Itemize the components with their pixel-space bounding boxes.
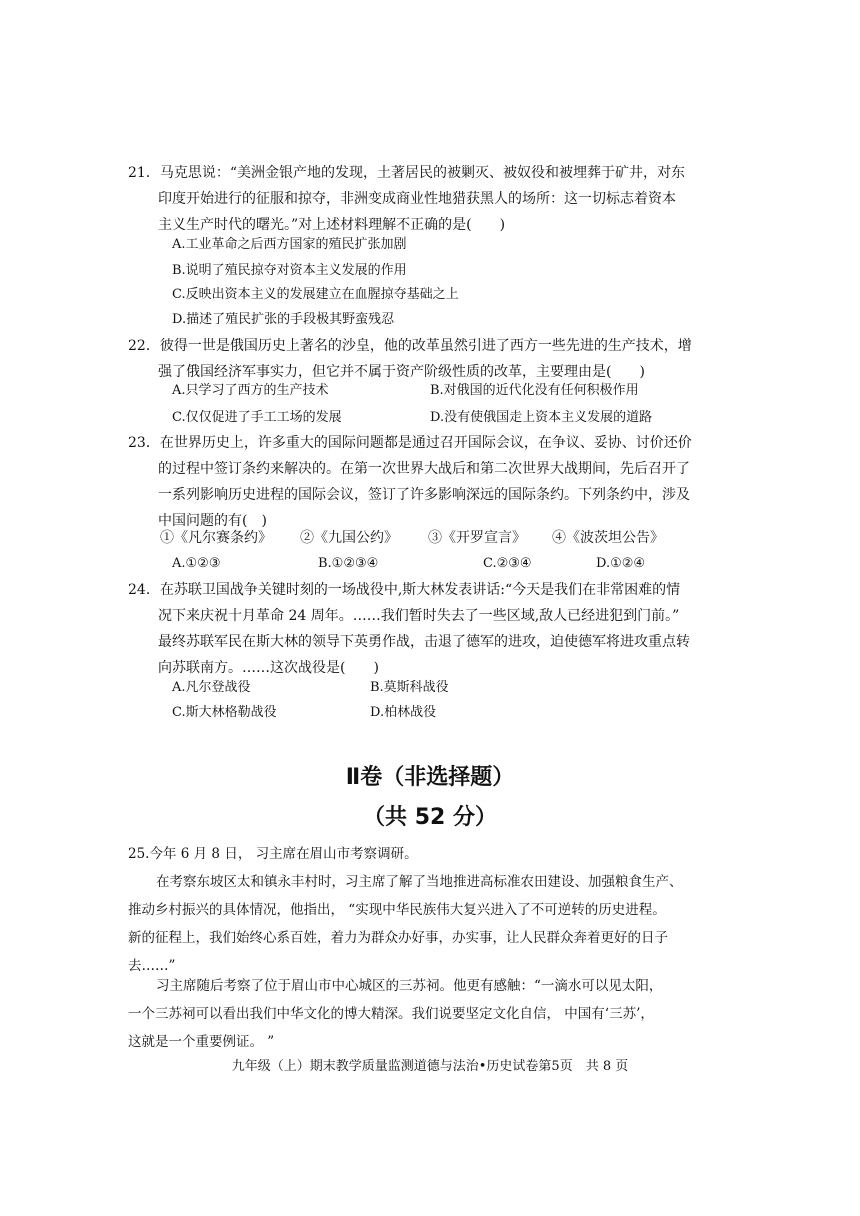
q24-option-d: D.柏林战役 <box>370 705 437 720</box>
question-23-line: 的过程中签订条约来解决的。在第一次世界大战后和第二次世界大战期间，先后召开了 <box>158 461 690 477</box>
q23-option-b: B.①②③④ <box>318 556 379 571</box>
q24-option-b: B.莫斯科战役 <box>370 680 449 695</box>
q24-option-a: A.凡尔登战役 <box>172 680 251 695</box>
q23-option-a: A.①②③ <box>172 556 221 571</box>
q22-option-d: D.没有使俄国走上资本主义发展的道路 <box>430 410 653 425</box>
q22-option-b: B.对俄国的近代化没有任何积极作用 <box>430 383 639 398</box>
q23-option-d: D.①②④ <box>596 556 646 571</box>
question-24 <box>128 577 748 681</box>
question-23-line: 中国问题的有( ) <box>158 513 267 529</box>
paragraph-line: 新的征程上，我们始终心系百姓，着力为群众办好事，办实事，让人民群众奔着更好的日子 <box>128 930 668 946</box>
question-23-line: 一系列影响历史进程的国际会议，签订了许多影响深远的国际条约。下列条约中，涉及 <box>158 487 690 503</box>
question-25-paragraph-1 <box>128 868 740 980</box>
paragraph-line: 这就是一个重要例证。 ” <box>128 1034 275 1050</box>
section-subtitle: （共 52 分） <box>363 805 497 830</box>
paragraph-line: 在考察东坡区太和镇永丰村时，习主席了解了当地推进高标准农田建设、加强粮食生产、 <box>156 874 683 890</box>
question-24-line: 最终苏联军民在斯大林的领导下英勇作战，击退了德军的进攻，迫使德军将进攻重点转 <box>158 634 690 650</box>
section-title: Ⅱ卷（非选择题） <box>345 765 515 790</box>
paragraph-line: 习主席随后考察了位于眉山市中心城区的三苏祠。他更有感触：“一滴水可以见太阳， <box>156 978 663 994</box>
question-21-line: 印度开始进行的征服和掠夺，非洲变成商业性地猎获黑人的场所：这一切标志着资本 <box>158 191 676 207</box>
q21-option-d: D.描述了殖民扩张的手段极其野蛮残忍 <box>172 312 395 327</box>
question-23 <box>128 430 748 534</box>
paragraph-line: 推动乡村振兴的具体情况，他指出， “实现中华民族伟大复兴进入了不可逆转的历史进程。 <box>128 902 666 918</box>
paragraph-line: 去……” <box>128 958 176 974</box>
q23-option-c: C.②③④ <box>483 556 532 571</box>
q21-option-b: B.说明了殖民掠夺对资本主义发展的作用 <box>172 263 407 278</box>
q23-item-1: ①《凡尔赛条约》 <box>160 530 272 546</box>
question-22-line: 强了俄国经济军事实力，但它并不属于资产阶级性质的改革，主要理由是( ) <box>158 364 645 380</box>
question-22-line: 22．彼得一世是俄国历史上著名的沙皇，他的改革虽然引进了西方一些先进的生产技术，增 <box>128 338 692 354</box>
question-25-lead-text: 25.今年 6 月 8 日， 习主席在眉山市考察调研。 <box>128 846 418 862</box>
question-21-line: 21．马克思说：“美洲金银产地的发现，土著居民的被剿灭、被奴役和被埋葬于矿井，对东 <box>128 165 685 181</box>
question-22 <box>128 333 748 385</box>
q22-option-a: A.只学习了西方的生产技术 <box>172 383 329 398</box>
q23-item-3: ③《开罗宣言》 <box>428 530 526 546</box>
page-footer: 九年级（上）期末教学质量监测道德与法治•历史试卷第5页 共 8 页 <box>231 1059 629 1074</box>
q23-item-2: ②《九国公约》 <box>300 530 398 546</box>
q23-item-4: ④《波茨坦公告》 <box>552 530 664 546</box>
paragraph-line: 一个三苏祠可以看出我们中华文化的博大精深。我们说要坚定文化自信， 中国有‘三苏’， <box>128 1006 654 1022</box>
q21-option-c: C.反映出资本主义的发展建立在血腥掠夺基础之上 <box>172 287 459 302</box>
question-25-paragraph-2 <box>128 972 740 1056</box>
question-23-line: 23．在世界历史上，许多重大的国际问题都是通过召开国际会议，在争议、妥协、讨价还价 <box>128 435 692 451</box>
question-24-line: 向苏联南方。……这次战役是( ) <box>158 660 379 676</box>
q24-option-c: C.斯大林格勒战役 <box>172 705 277 720</box>
question-21 <box>128 160 748 238</box>
q21-option-a: A.工业革命之后西方国家的殖民扩张加剧 <box>172 237 407 252</box>
question-24-line: 况下来庆祝十月革命 24 周年。……我们暂时失去了一些区域,敌人已经进犯到门前。” <box>158 608 680 624</box>
question-24-line: 24．在苏联卫国战争关键时刻的一场战役中,斯大林发表讲话:“今天是我们在非常困难的情 <box>128 582 681 598</box>
question-25-lead <box>128 840 740 868</box>
q22-option-c: C.仅仅促进了手工工场的发展 <box>172 410 342 425</box>
question-21-line: 主义生产时代的曙光。”对上述材料理解不正确的是( ) <box>158 217 506 233</box>
